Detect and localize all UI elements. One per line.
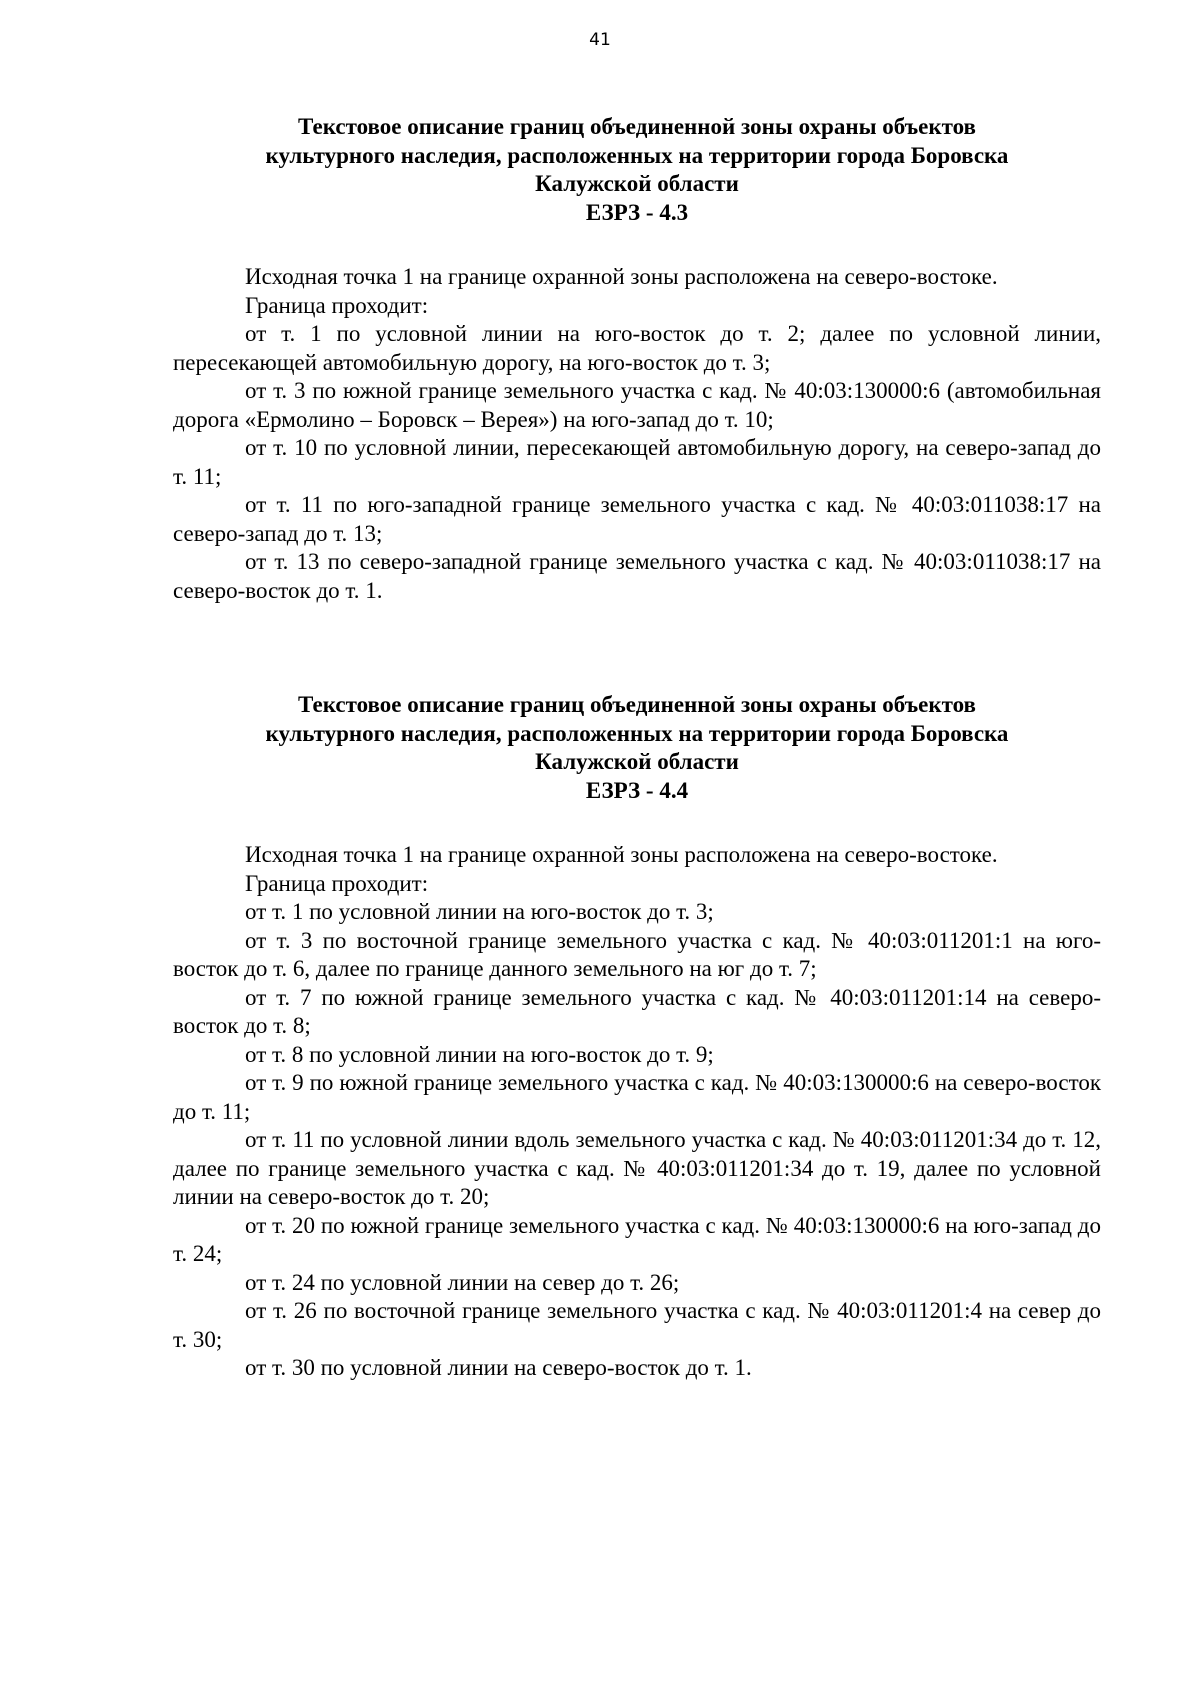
section-body [173,263,1101,605]
paragraph: от т. 13 по северо-западной границе земельного участка с кад. № 40:03:011038:17 на северо-восток до т. 1. [173,549,1101,603]
paragraph: от т. 3 по восточной границе земельного участка с кад. № 40:03:011201:1 на юго-восток до т. 6, далее по границе данного земельного на юг до т. 7; [173,927,1101,981]
section-heading [173,691,1101,805]
section-heading [173,113,1101,227]
zone-code: ЕЗРЗ - 4.4 [585,777,689,803]
heading-line: Текстовое описание границ объединенной зоны охраны объектов [298,114,976,139]
heading-line: культурного наследия, расположенных на территории города Боровска [265,720,1009,746]
section-ezrz-4-3 [173,113,1101,605]
paragraph: от т. 11 по условной линии вдоль земельного участка с кад. № 40:03:011201:34 до т. 12, далее по границе земельного участка с кад. № 40:03:011201:34 до т. 19, далее по условной линии на северо-восток до т. 20; [173,1127,1101,1209]
paragraph: от т. 9 по южной границе земельного участка с кад. № 40:03:130000:6 на северо-восток до т. 11; [173,1070,1101,1124]
heading-line: Калужской области [535,171,739,196]
paragraph: от т. 30 по условной линии на северо-восток до т. 1. [245,1355,752,1380]
paragraph: от т. 11 по юго-западной границе земельного участка с кад. № 40:03:011038:17 на северо-запад до т. 13; [173,492,1101,546]
paragraph: Граница проходит: [245,870,429,896]
paragraph: Исходная точка 1 на границе охранной зоны расположена на северо-востоке. [245,264,998,289]
paragraph: от т. 1 по условной линии на юго-восток до т. 3; [245,899,714,924]
paragraph: от т. 24 по условной линии на север до т. 26; [245,1269,680,1295]
paragraph: от т. 1 по условной линии на юго-восток до т. 2; далее по условной линии, пересекающей автомобильную дорогу, на юго-восток до т. 3; [173,321,1101,375]
paragraph: от т. 8 по условной линии на юго-восток до т. 9; [245,1041,714,1067]
paragraph: от т. 10 по условной линии, пересекающей автомобильную дорогу, на северо-запад до т. 11; [173,435,1101,489]
heading-line: Калужской области [535,749,739,774]
paragraph: от т. 26 по восточной границе земельного участка с кад. № 40:03:011201:4 на север до т. 30; [173,1298,1101,1352]
paragraph: от т. 20 по южной границе земельного участка с кад. № 40:03:130000:6 на юго-запад до т. 24; [173,1212,1101,1266]
paragraph: Исходная точка 1 на границе охранной зоны расположена на северо-востоке. [245,842,998,867]
section-body [173,841,1101,1383]
section-ezrz-4-4 [173,691,1101,1383]
page-number: 41 [589,30,611,50]
zone-code: ЕЗРЗ - 4.3 [585,199,689,225]
paragraph: от т. 7 по южной границе земельного участка с кад. № 40:03:011201:14 на северо-восток до т. 8; [173,984,1101,1038]
paragraph: от т. 3 по южной границе земельного участка с кад. № 40:03:130000:6 (автомобильная дорога «Ермолино – Боровск – Верея») на юго-запад до т. 10; [173,378,1101,432]
paragraph: Граница проходит: [245,292,429,318]
heading-line: культурного наследия, расположенных на территории города Боровска [265,142,1009,168]
heading-line: Текстовое описание границ объединенной зоны охраны объектов [298,692,976,717]
